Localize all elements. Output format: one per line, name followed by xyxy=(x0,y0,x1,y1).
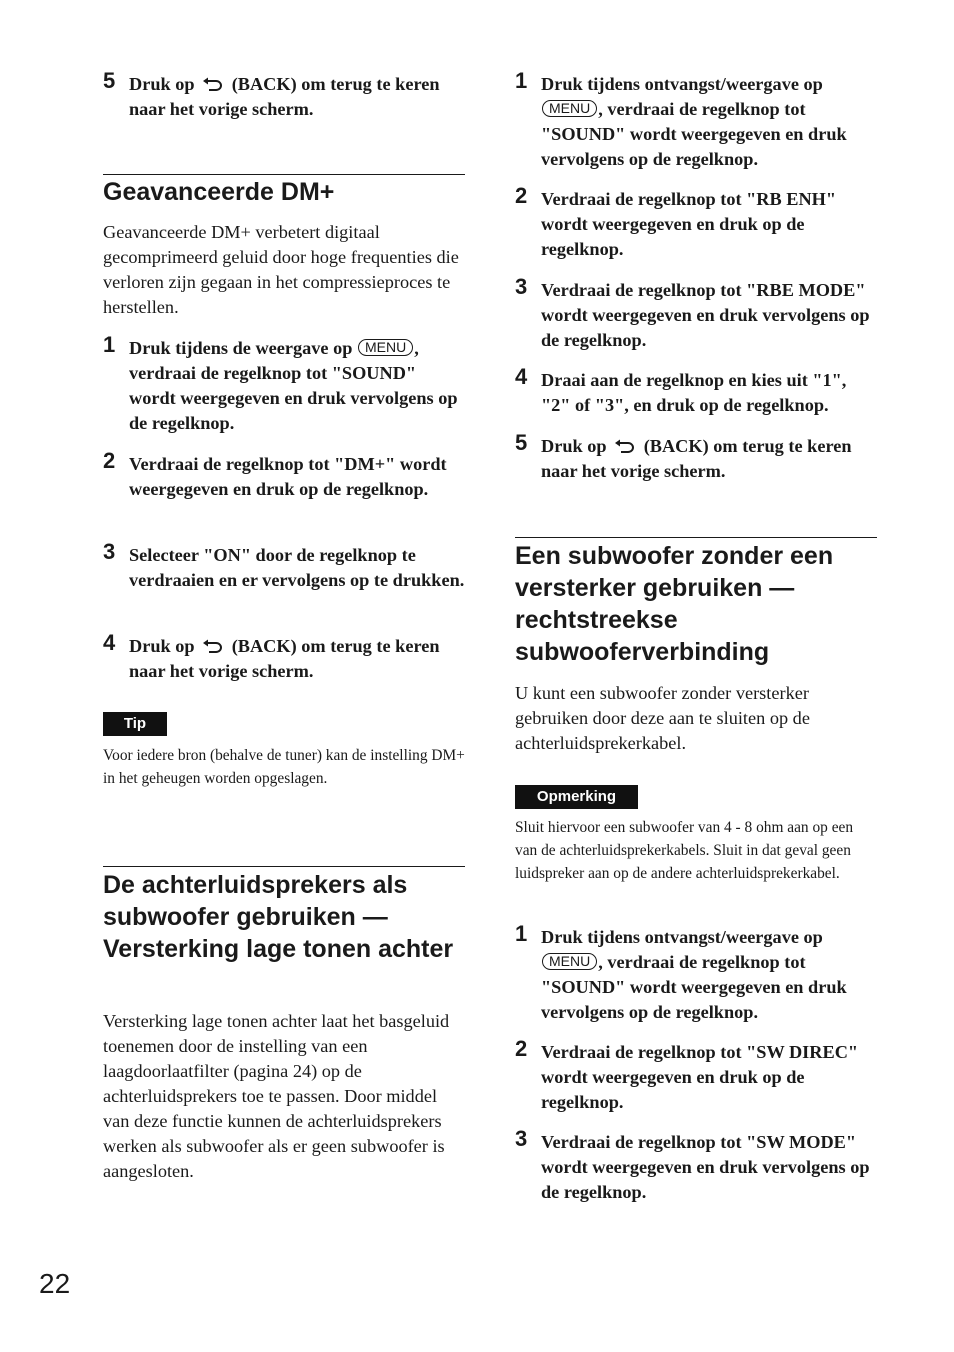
step-text: (BACK) om terug te keren naar het vorige scherm. xyxy=(129,74,440,119)
step-text: Druk tijdens ontvangst/weergave op xyxy=(541,74,823,94)
sw-step-2 xyxy=(515,1036,877,1115)
dm-step-3 xyxy=(103,539,465,593)
step-number: 1 xyxy=(515,921,528,946)
tip-label: Tip xyxy=(103,712,167,736)
menu-key-icon: MENU xyxy=(542,100,597,117)
step-number: 3 xyxy=(515,274,528,299)
step-text: (BACK) om terug te keren naar het vorige scherm. xyxy=(129,636,440,681)
note-label: Opmerking xyxy=(515,785,638,809)
step-back-previous xyxy=(103,68,465,122)
sw-step-3 xyxy=(515,1126,877,1205)
step-number: 4 xyxy=(515,364,528,389)
step-text: Verdraai de regelknop tot "DM+" wordt weergegeven en druk op de regelknop. xyxy=(129,454,447,499)
menu-key-icon: MENU xyxy=(542,953,597,970)
step-text: Druk tijdens de weergave op xyxy=(129,338,353,358)
step-text: Druk tijdens ontvangst/weergave op xyxy=(541,927,823,947)
section-divider xyxy=(103,866,465,867)
step-number: 5 xyxy=(103,68,116,93)
step-text: Verdraai de regelknop tot "SW DIREC" wordt weergegeven en druk op de regelknop. xyxy=(541,1042,859,1112)
step-number: 2 xyxy=(515,1036,528,1061)
rbe-step-4 xyxy=(515,364,877,418)
back-icon xyxy=(202,77,224,91)
step-number: 2 xyxy=(515,183,528,208)
step-text: , verdraai de regelknop tot "SOUND" wordt weergegeven en druk vervolgens op de regelknop. xyxy=(541,952,847,1022)
step-number: 3 xyxy=(515,1126,528,1151)
rbe-step-3 xyxy=(515,274,877,353)
dm-step-1 xyxy=(103,332,465,436)
step-text: Druk op xyxy=(541,436,607,456)
step-text: Verdraai de regelknop tot "RBE MODE" wordt weergegeven en druk vervolgens op de regelknop. xyxy=(541,280,870,350)
back-icon xyxy=(202,639,224,653)
section-divider xyxy=(103,174,465,175)
section-heading-sw: Een subwoofer zonder een versterker gebruiken — rechtstreekse subwooferverbinding xyxy=(515,542,834,666)
sw-step-1 xyxy=(515,921,877,1025)
rbe-step-1 xyxy=(515,68,877,172)
section-intro-dm: Geavanceerde DM+ verbetert digitaal gecomprimeerd geluid door hoge frequenties die verloren zijn gegaan in het compressieproces te herstellen. xyxy=(103,222,459,317)
page-number: 22 xyxy=(39,1268,71,1299)
note-text: Sluit hiervoor een subwoofer van 4 - 8 ohm aan op een van de achterluidsprekerkabels. Sluit in dat geval geen luidspreker aan op de andere achterluidsprekerkabel. xyxy=(515,819,854,882)
section-divider xyxy=(515,537,877,538)
step-text: Verdraai de regelknop tot "SW MODE" wordt weergegeven en druk vervolgens op de regelknop. xyxy=(541,1132,870,1202)
tip-text: Voor iedere bron (behalve de tuner) kan de instelling DM+ in het geheugen worden opgeslagen. xyxy=(103,747,465,787)
rbe-step-2 xyxy=(515,183,877,262)
menu-key-icon: MENU xyxy=(358,339,413,356)
step-text: Verdraai de regelknop tot "RB ENH" wordt weergegeven en druk op de regelknop. xyxy=(541,189,837,259)
step-number: 1 xyxy=(103,332,116,357)
step-text: Selecteer "ON" door de regelknop te verdraaien en er vervolgens op te drukken. xyxy=(129,545,465,590)
step-number: 5 xyxy=(515,430,528,455)
step-number: 4 xyxy=(103,630,116,655)
step-number: 2 xyxy=(103,448,116,473)
section-intro-sw: U kunt een subwoofer zonder versterker gebruiken door deze aan te sluiten op de achterluidsprekerkabel. xyxy=(515,683,810,753)
step-text: Draai aan de regelknop en kies uit "1", "2" of "3", en druk op de regelknop. xyxy=(541,370,847,415)
dm-step-2 xyxy=(103,448,465,502)
step-number: 1 xyxy=(515,68,528,93)
section-intro-rbe: Versterking lage tonen achter laat het basgeluid toenemen door de instelling van een laagdoorlaatfilter (pagina 24) op de achterluidsprekers toe te passen. Door middel van deze functie kunnen de achterluidsprekers werken als subwoofer als er geen subwoofer is aangesloten. xyxy=(103,1011,450,1181)
section-heading-rbe: De achterluidsprekers als subwoofer gebruiken — Versterking lage tonen achter xyxy=(103,871,454,963)
step-text: (BACK) om terug te keren naar het vorige scherm. xyxy=(541,436,852,481)
step-text: , verdraai de regelknop tot "SOUND" wordt weergegeven en druk vervolgens op de regelknop. xyxy=(541,99,847,169)
step-text: Druk op xyxy=(129,74,195,94)
step-number: 3 xyxy=(103,539,116,564)
step-text: , verdraai de regelknop tot "SOUND" wordt weergegeven en druk vervolgens op de regelknop. xyxy=(129,338,458,433)
back-icon xyxy=(614,439,636,453)
rbe-step-5 xyxy=(515,430,877,484)
section-heading-dm: Geavanceerde DM+ xyxy=(103,178,335,206)
step-text: Druk op xyxy=(129,636,195,656)
dm-step-4 xyxy=(103,630,465,684)
